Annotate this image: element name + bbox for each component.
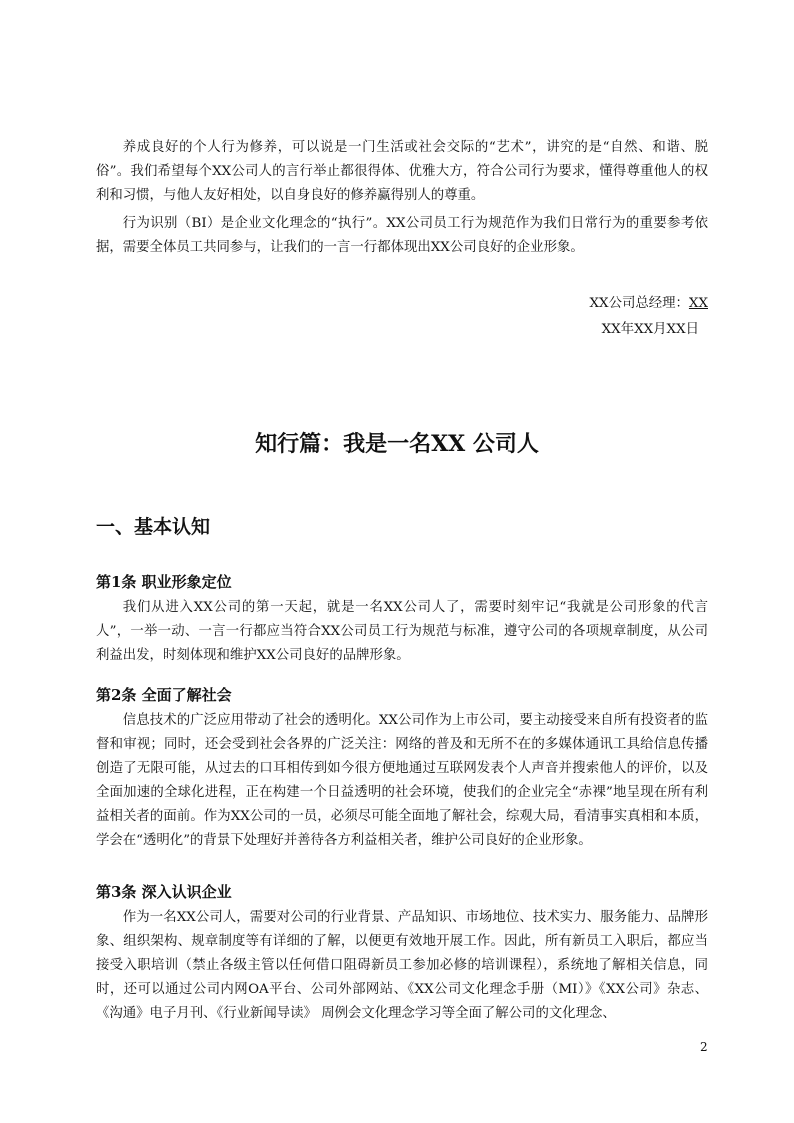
signature-name-prefix: XX公司总经理：: [589, 296, 689, 311]
section-heading: 一、基本认知: [96, 516, 211, 538]
article-3-title: 第3条 深入认识企业: [96, 883, 232, 901]
article-2-body: 信息技术的广泛应用带动了社会的透明化。XX公司作为上市公司，要主动接受来自所有投资者的监督和审视；同时，还会受到社会各界的广泛关注：网络的普及和无所不在的多媒体通讯工具给信息传播创造了无限可能，从过去的口耳相传到如今很方便地通过互联网发表个人声音并搜索他人的评价，以及全面加速的全球化进程，正在构建一个日益透明的社会环境，使我们的企业完全“赤裸”地呈现在所有利益相关者的面前。作为XX公司的一员，必须尽可能全面地了解社会，综观大局，看清事实真相和本质，学会在“透明化”的背景下处理好并善待各方利益相关者，维护公司良好的企业形象。: [96, 713, 708, 848]
signature-name: [590, 292, 709, 316]
signature-date: XX年XX月XX日: [601, 322, 699, 337]
signature-name-value: XX: [688, 296, 708, 311]
intro-paragraph-2: 行为识别（BI）是企业文化理念的“执行”。XX公司员工行为规范作为我们日常行为的重要参考依据，需要全体员工共同参与，让我们的一言一行都体现出XX公司良好的企业形象。: [96, 216, 708, 255]
main-title: 知行篇：我是一名XX 公司人: [255, 431, 539, 457]
article-1-body: 我们从进入XX公司的第一天起，就是一名XX公司人了，需要时刻牢记“我就是公司形象的代言人”，一举一动、一言一行都应当符合XX公司员工行为规范与标准，遵守公司的各项规章制度，从公司利益出发，时刻体现和维护XX公司良好的品牌形象。: [96, 600, 708, 663]
article-3-body: 作为一名XX公司人，需要对公司的行业背景、产品知识、市场地位、技术实力、服务能力、品牌形象、组织架构、规章制度等有详细的了解，以便更有效地开展工作。因此，所有新员工入职后，都应当接受入职培训（禁止各级主管以任何借口阻碍新员工参加必修的培训课程），系统地了解相关信息，同时，还可以通过公司内网OA平台、公司外部网站、《XX公司文化理念手册（MI）》《XX公司》杂志、《沟通》电子月刊、《行业新闻导读》 周例会文化理念学习等全面了解公司的文化理念、: [96, 910, 708, 1021]
intro-paragraph-1: 养成良好的个人行为修养，可以说是一门生活或社会交际的“艺术”，讲究的是“自然、和谐、脱俗”。我们希望每个XX公司人的言行举止都很得体、优雅大方，符合公司行为要求，懂得尊重他人的权利和习惯，与他人友好相处，以自身良好的修养赢得别人的尊重。: [96, 140, 708, 203]
article-1-title: 第1条 职业形象定位: [96, 573, 232, 591]
article-2-title: 第2条 全面了解社会: [96, 686, 232, 704]
page-number: 2: [700, 1040, 708, 1054]
